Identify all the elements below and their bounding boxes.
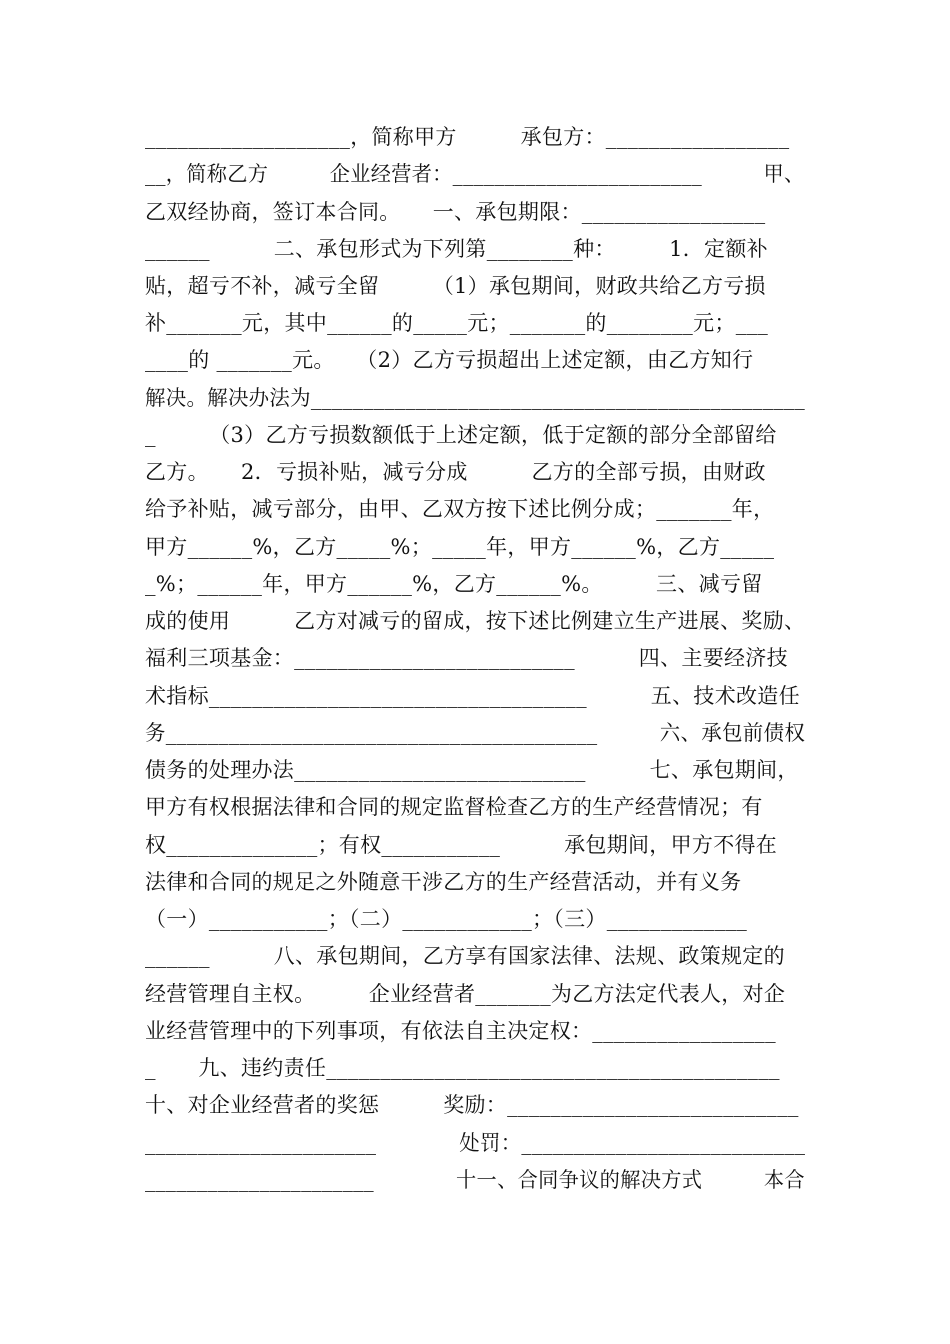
text-line: _ （3）乙方亏损数额低于上述定额，低于定额的部分全部留给 <box>145 423 777 447</box>
text-line: 权______________；有权___________ 承包期间，甲方不得在 <box>145 833 778 857</box>
text-line: 十、对企业经营者的奖惩 奖励：___________________________ <box>145 1093 799 1117</box>
text-line: _%；______年，甲方______%，乙方______%。 三、减亏留 <box>145 572 763 596</box>
text-line: __，简称乙方 企业经营者：________________________ 甲、 <box>145 162 805 186</box>
text-line: 福利三项基金：__________________________ 四、主要经济技 <box>145 646 788 670</box>
text-line: 乙双经协商，签订本合同。 一、承包期限：_________________ <box>145 200 766 224</box>
text-line: 贴，超亏不补，减亏全留 （1）承包期间，财政共给乙方亏损 <box>145 274 766 298</box>
text-line: 乙方。 2．亏损补贴，减亏分成 乙方的全部亏损，由财政 <box>145 460 766 484</box>
text-line: ______________________ 处罚：___________________________ <box>145 1131 806 1155</box>
text-line: ______ 八、承包期间，乙方享有国家法律、法规、政策规定的 <box>145 944 785 968</box>
text-line: ____的 _______元。 （2）乙方亏损超出上述定额，由乙方知行 <box>145 348 754 372</box>
text-line: 解决。解决办法为_______________________________________________ <box>145 386 805 410</box>
text-line: 甲方有权根据法律和合同的规定监督检查乙方的生产经营情况；有 <box>145 795 763 819</box>
text-line: 补_______元，其中______的_____元；_______的________元；___ <box>145 311 769 335</box>
text-line: 法律和合同的规足之外随意干涉乙方的生产经营活动，并有义务 <box>145 870 742 894</box>
text-line: ______________________ 十一、合同争议的解决方式 本合 <box>145 1168 805 1192</box>
text-line: 业经营管理中的下列事项，有依法自主决定权：_________________ <box>145 1019 776 1043</box>
text-line: 给予补贴，减亏部分，由甲、乙双方按下述比例分成；_______年， <box>145 497 775 521</box>
text-line: 术指标___________________________________ 五、技术改造任 <box>145 684 800 708</box>
text-line: 成的使用 乙方对减亏的留成，按下述比例建立生产进展、奖励、 <box>145 609 806 633</box>
text-line: 经营管理自主权。 企业经营者_______为乙方法定代表人，对企 <box>145 982 786 1006</box>
text-line: 甲方______%，乙方_____%；_____年，甲方______%，乙方_____ <box>145 535 775 559</box>
text-line: （一）___________；（二）____________；（三）_____________ <box>145 907 748 931</box>
text-line: ___________________，简称甲方 承包方：_________________ <box>145 125 790 149</box>
text-line: ______ 二、承包形式为下列第________种： 1．定额补 <box>145 237 768 261</box>
text-line: _ 九、违约责任__________________________________________ <box>145 1056 780 1080</box>
text-line: 务_________________________________________ 六、承包前债权 <box>145 721 806 745</box>
text-line: 债务的处理办法___________________________ 七、承包期间， <box>145 758 799 782</box>
